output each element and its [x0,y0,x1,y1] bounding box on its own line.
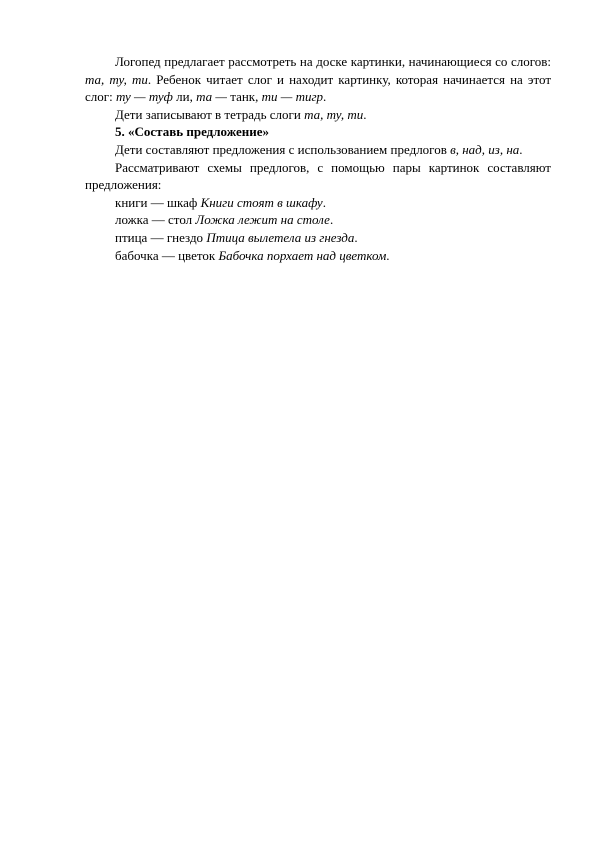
document-page [85,53,551,264]
example-line [85,194,551,212]
example-tigr-italic: ти — тигр [261,89,324,105]
example-line [85,229,551,247]
example-pair: бабочка — цветок [115,247,219,263]
paragraph-end: . [519,141,523,157]
paragraph-schemes: Рассматривают схемы предлогов, с помощью пары картинок составляют предложения: [85,159,551,193]
paragraph-text: Дети записывают в тетрадь слоги [115,106,305,122]
paragraph-text: Дети составляют предложения с использованием предлогов [115,141,451,157]
paragraph-logoped [85,53,551,106]
syllables-italic: та, ту, ти [85,71,148,87]
section-heading: 5. «Составь предложение» [115,124,269,140]
example-sentence: Ложка лежит на столе [195,212,330,228]
example-line [85,247,551,265]
example-line [85,211,551,229]
example-sentence: Книги стоят в шкафу [200,194,323,210]
paragraph-prepositions [85,141,551,159]
example-sentence: Бабочка порхает над цветком [218,247,387,263]
example-tufli-italic: ту — туф [115,89,173,105]
example-end: . [322,194,326,210]
example-sentence: Птица вылетела из гнезда [206,229,355,245]
prepositions-italic: в, над, из, на [450,141,520,157]
example-pair: книги — шкаф [115,194,201,210]
example-end: . [386,247,390,263]
paragraph-end: . [363,106,367,122]
example-tank-rest: танк, [226,89,262,105]
example-pair: птица — гнездо [115,229,207,245]
example-end: . [354,229,358,245]
example-end: . [329,212,334,228]
example-tufli-rest: ли, [172,89,197,105]
paragraph-text-mid: . Ребенок читает слог и находит картинку, которая начинается на этот слог: [85,71,552,105]
paragraph-text: Логопед предлагает рассмотреть на доске картинки, начинающиеся со слогов: [115,54,551,69]
paragraph-write-syllables [85,106,551,124]
paragraph-end: . [323,89,327,105]
syllables-italic: та, ту, ти [304,106,364,122]
example-tank-italic: та — [196,89,227,105]
example-pair: ложка — стол [115,212,196,228]
